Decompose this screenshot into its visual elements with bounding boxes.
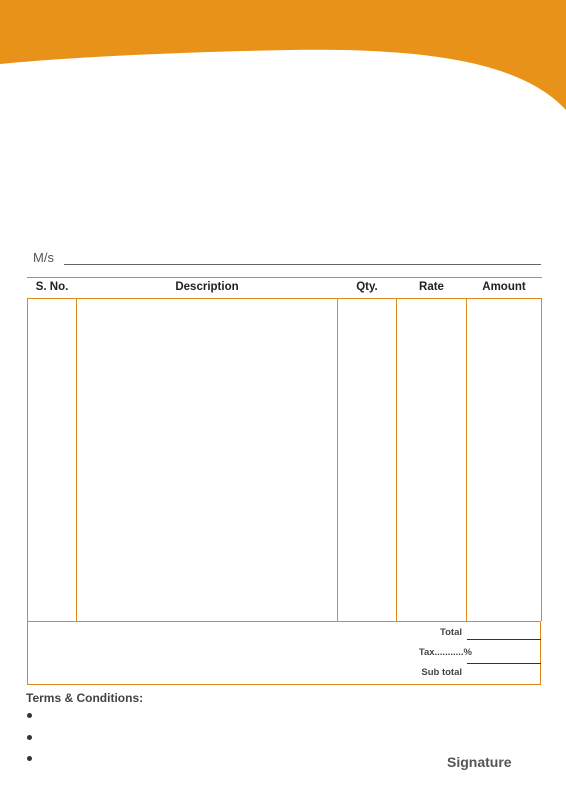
column-divider bbox=[27, 298, 28, 621]
signature-label: Signature bbox=[447, 754, 512, 770]
terms-bullet bbox=[27, 713, 32, 718]
column-header-rate: Rate bbox=[419, 281, 444, 293]
column-divider bbox=[76, 298, 77, 621]
column-divider bbox=[541, 298, 542, 621]
column-divider bbox=[466, 298, 467, 621]
table-header-rule bbox=[27, 298, 542, 299]
tax-label: Tax...........% bbox=[418, 647, 472, 658]
customer-label: M/s bbox=[33, 250, 54, 265]
terms-bullet bbox=[27, 756, 32, 761]
table-top-rule bbox=[27, 277, 542, 278]
column-divider bbox=[396, 298, 397, 621]
column-divider bbox=[337, 298, 338, 621]
header-wave-decoration bbox=[0, 0, 566, 120]
column-header-qty: Qty. bbox=[356, 281, 378, 293]
column-header-sno: S. No. bbox=[35, 281, 69, 293]
column-header-amount: Amount bbox=[482, 281, 526, 293]
total-value-line[interactable] bbox=[467, 639, 541, 640]
terms-bullet bbox=[27, 735, 32, 740]
tax-value-line[interactable] bbox=[467, 663, 541, 664]
total-label: Total bbox=[440, 627, 462, 638]
subtotal-label: Sub total bbox=[421, 667, 462, 678]
column-header-description: Description bbox=[175, 281, 239, 293]
terms-heading: Terms & Conditions: bbox=[26, 691, 144, 705]
customer-name-line[interactable] bbox=[64, 264, 541, 265]
